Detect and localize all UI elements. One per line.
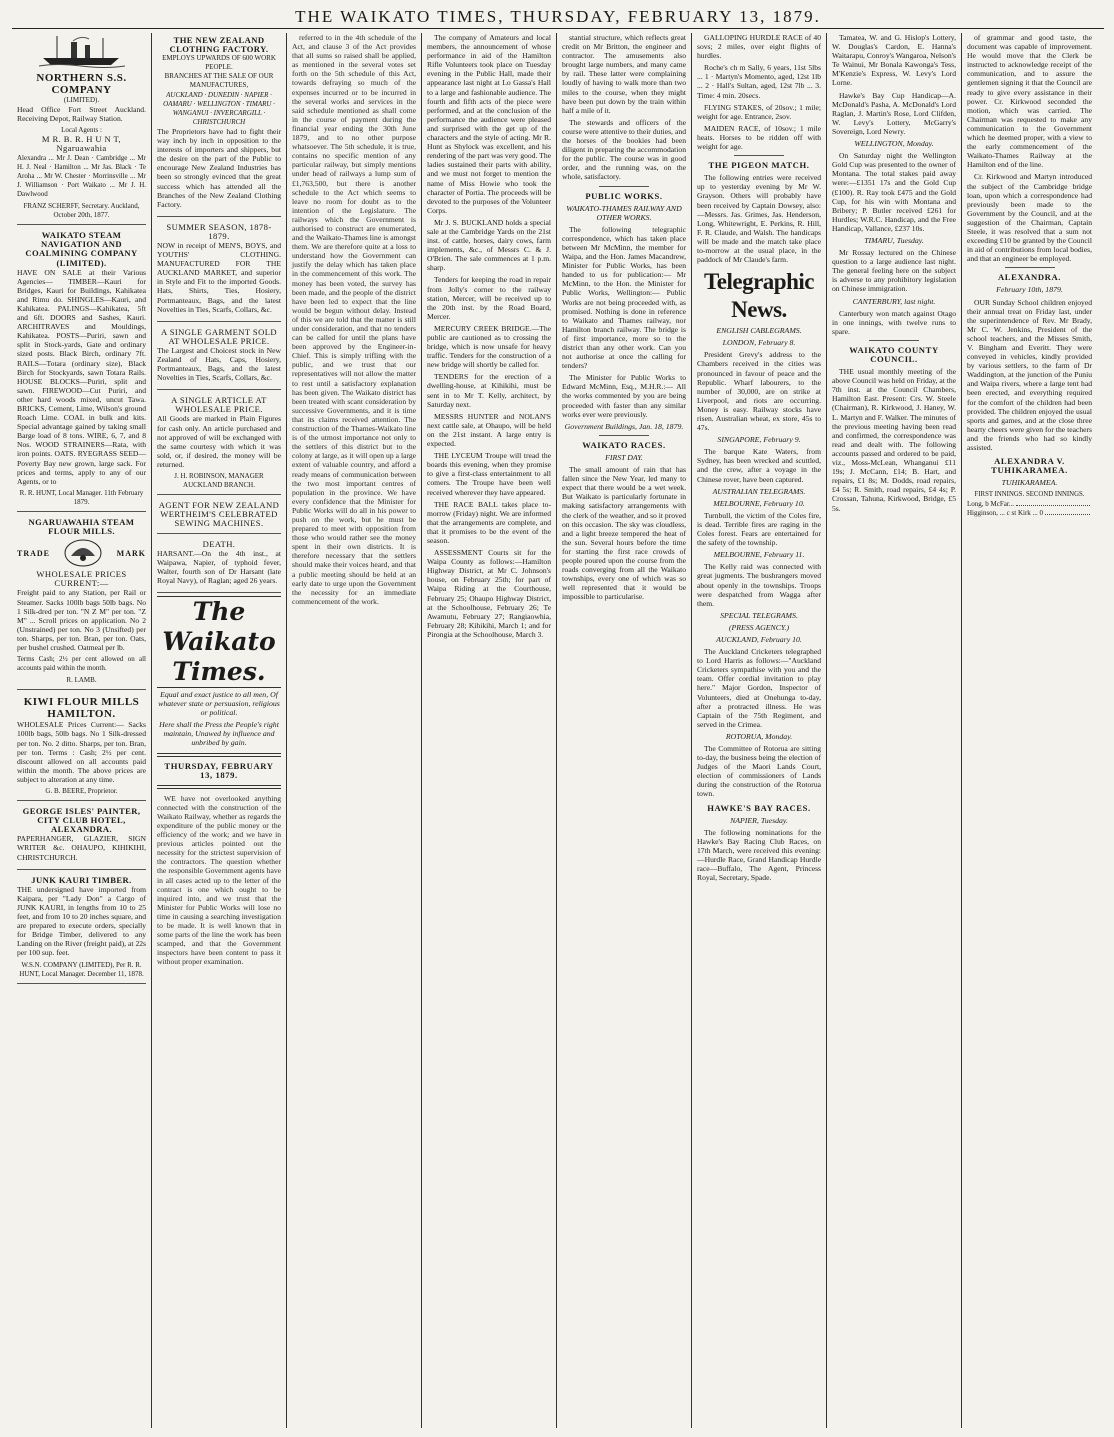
local-item: ASSESSMENT Courts sit for the Waipa County as follows:—Hamilton Highway District, at Mr C. Johnson's house, on February 25th; for part of Waipa Riding at the Courthouse, February 25; Ohaupo Highway District, at the Schoolhouse, February 26; Te Awamutu, February 27; Rangiaowhia, February 28; Kihikihi, March 1; and for Pirongia at the Schoolhouse, March 3. bbox=[427, 548, 551, 639]
cricket-score-text: Long, b McFar... bbox=[967, 499, 1015, 508]
dateline-melbourne-2: MELBOURNE, February 11. bbox=[713, 550, 805, 560]
column-5 bbox=[557, 33, 692, 1428]
ad-agents-heading: Local Agents : bbox=[61, 126, 102, 135]
telegram-body: Tamatea, W. and G. Hislop's Lottery, W. Douglas's Cardon, E. Hanna's Waitarapu, Conroy's Wangaroa, Nelson's Te Wainui, Mr Bonala Kawonga's Tess, M'Kenzie's Express, W. Levy's Lord Lorne. bbox=[832, 33, 956, 88]
ad-body: THE undersigned have imported from Kaipara, per "Lady Don" a Cargo of JUNK KAURI, in lengths from 10 to 25 feet, and from 10 to 20 inches square, and are prepared to execute orders, specially for Bridge Timber, delivered to any Landing on the River (freight paid), at 22s per 100 sup. feet. bbox=[17, 884, 146, 958]
death-body: HARSANT.—On the 4th inst., at Waipawa, Napier, of typhoid fever, Walter, fourth son of Dr Harsant (late Royal Navy), of Raglan; aged 26 years. bbox=[157, 548, 281, 585]
section-subtitle: WAIKATO-THAMES RAILWAY AND OTHER WORKS. bbox=[566, 203, 682, 222]
ad-body: HAVE ON SALE at their Various Agencies— TIMBER—Kauri for Bridges, Kauri for Buildings, Kahikatea and Rimu do. SHINGLES—Kauri, and Kahikatea. PALINGS—Kahikatea, 5ft and 6ft. DOORS and Sashes, Kauri. ARCHITRAVES and Mouldings, Kahikatea. POSTS—Puriri, sawn and split in Stock-yards, Gate and ordinary sized posts. Black Birch, ordinary 7ft. RAILS—Totara (ordinary size), Black Birch for Stockyards, sawn Totara Rails. HOUSE BLOCKS—Puriri, split and sawn. FIREWOOD—Cut Puriri, and other hard woods mixed, uncut Tawa. BRICKS, Cement, Lime, Wilson's ground Roach Lime. COAL in bulk and kits. Special advantage gained by taking small Barge load of 8 tons. WIRE, 6, 7, and 8 Nos. WOOD STRAINERS—Rata, with iron points. OATS. RYEGRASS SEED—Poverty Bay new grown, large sack. For prices and terms, apply to any of our Agents, or to bbox=[17, 267, 146, 486]
leading-article: WE have not overlooked anything connected with the construction of the Waikato Railway, whether as regards the expenditure of the public money or the efficiency of the work; and we have in previous articles pointed out the necessity for the strictest supervision of the contractors. The question whether the responsible Government agents have in all cases acted up to the letter of the contract is one which ought to be inquired into, and we trust that the Minister for Public Works will lose no time in causing a searching investigation to be made. It is well known that in some parts of the line the work has been scamped, and that the Government inspectors have been content to pass it without proper examination. bbox=[157, 793, 281, 967]
race-heading: GALLOPING HURDLE RACE of 40 sovs; 2 miles, over eight flights of hurdles. bbox=[697, 33, 821, 61]
cricket-team: TUHIKARAMEA. bbox=[1001, 478, 1058, 488]
death-title: DEATH. bbox=[202, 538, 236, 549]
section-title-pigeon: THE PIGEON MATCH. bbox=[708, 160, 810, 171]
ad-clothing-factory bbox=[157, 33, 281, 217]
ad-signature: W.S.N. COMPANY (LIMITED), Per R. R. HUNT, Local Manager. December 11, 1878. bbox=[19, 960, 144, 978]
article-body: Cr. Kirkwood and Martyn introduced the subject of the Cambridge bridge loan, upon which a correspondence had previously been made to the Government by the Council, and at the suggestion of the Chairman, Captain Steele, it was resolved that a sum not exceeding £10 be granted by the Council in aid of contributions from local bodies, and that an engineer be employed. bbox=[967, 172, 1092, 264]
column-2 bbox=[152, 33, 287, 1428]
section-divider bbox=[734, 155, 784, 156]
press-agency: (PRESS AGENCY.) bbox=[728, 622, 790, 632]
ad-title: SUMMER SEASON, 1878-1879. bbox=[166, 221, 272, 241]
ad-subtitle: EMPLOYS UPWARDS OF 600 WORK PEOPLE. bbox=[162, 54, 276, 72]
local-item: MERCURY CREEK BRIDGE.—The public are cautioned as to crossing the bridge, which is now unsafe for heavy traffic. Tenders for the construction of a new bridge will shortly be called for. bbox=[427, 323, 551, 370]
ad-single-garment bbox=[157, 325, 281, 391]
motto: Equal and exact justice to all men, Of whatever state or persuasion, religious or political. bbox=[158, 689, 280, 718]
ad-title: NGARUAWAHIA STEAM FLOUR MILLS. bbox=[28, 517, 135, 537]
cricket-score-row bbox=[967, 509, 1092, 518]
ad-title: NORTHERN S.S. COMPANY bbox=[36, 72, 127, 96]
local-item: THE LYCEUM Troupe will tread the boards this evening, when they promise to give a first-class entertainment to all comers. The Troupe have been well received wherever they have appeared. bbox=[427, 451, 551, 497]
column-4 bbox=[422, 33, 557, 1428]
masthead: THE WAIKATO TIMES, THURSDAY, FEBRUARY 13, 1879. bbox=[295, 7, 821, 26]
ad-waikato-steam bbox=[17, 228, 146, 512]
section-divider bbox=[599, 435, 649, 436]
dateline-rule bbox=[157, 785, 281, 789]
dateline-canterbury: CANTERBURY, last night. bbox=[852, 296, 936, 306]
article-body: The small amount of rain that has fallen since the New Year, led many to expect that there would be a wet week. But Waikato is particularly fortunate in making satisfactory arrangements with the clerk of the weather, and so it proved on this occasion. The sky was cloudless, and a light breeze tempered the heat of the sun. Several hours before the time for starting the first race crowds of people poured upon the course from the roads converging from all the Waikato townships, every one of which was so well represented that it would be impossible to particularise. bbox=[562, 465, 686, 602]
ad-signature: J. H. ROBINSON, MANAGER AUCKLAND BRANCH. bbox=[174, 472, 264, 490]
telegram-body: Turnbull, the victim of the Coles fire, is dead. Terrible fires are raging in the Coles forest. Fears are entertained for the safety of the township. bbox=[697, 510, 821, 548]
ad-price-heading: WHOLESALE PRICES CURRENT:— bbox=[36, 569, 127, 589]
section-title-county-council: WAIKATO COUNTY COUNCIL. bbox=[849, 344, 939, 364]
ad-signature: R. LAMB. bbox=[66, 676, 97, 685]
article-body: of grammar and good taste, the document was capable of improvement. He would move that the Clerk be instructed to acknowledge receipt of the communication, and to assure the gentlemen signing it that the Council are ready to give every assistance in their power. Cr. Kirkwood seconded the motion, which was carried. The Chairman was requested to make any communication to the Government which he deemed proper, with a view to the early commencement of the Waikato-Thames Railway at the Hamilton end of the line. bbox=[967, 33, 1092, 170]
ad-body: The Proprietors have had to fight their way inch by inch in opposition to the interests of importers and shippers, but the desire on the part of the Public to encourage New Zealand Industries has been so strongly evinced that the great success which has attended all the Branches of the New Zealand Clothing Factory. bbox=[157, 126, 281, 209]
article-body: The stewards and officers of the course were attentive to their duties, and the horses of the bookies had been diligent in preparing the accommodation for the public. The course was in good order, and the running was, on the whole, satisfactory. bbox=[562, 117, 686, 182]
columns bbox=[12, 33, 1104, 1428]
column-7 bbox=[827, 33, 962, 1428]
dateline-napier: NAPIER, Tuesday. bbox=[730, 815, 788, 825]
ad-title: GEORGE ISLES' PAINTER, CITY CLUB HOTEL, ALEXANDRA. bbox=[22, 806, 141, 835]
local-item: Mr J. S. BUCKLAND holds a special sale at the Cambridge Yards on the 21st inst. of cattle, horses, dairy cows, farm implements, &c., of Messrs C. & J. O'Brien. The sale commences at 1 p.m. sharp. bbox=[427, 217, 551, 273]
ad-painter bbox=[17, 804, 146, 870]
dateline-melbourne: MELBOURNE, February 10. bbox=[713, 498, 805, 508]
ad-terms: Terms Cash; 2½ per cent allowed on all accounts paid within the month. bbox=[17, 655, 146, 673]
local-item: The company of Amateurs and local members, the announcement of whose performance in aid of the Hamilton Rifle Volunteers took place on Tuesday evening in the Public Hall, made their appearance last night at Lo Gassa's Hall to a large and fashionable audience. The fourth and fifth acts of the piece were performed, and at the conclusion of the performance the audience were pleased and surprised with the get up of the characters and the style of acting. Mr R. Hunt as Shylock was excellent, and his rendering of the part was very good. The ladies sustained their parts with ability, and we must not forget to mention the name of Miss Howie who took the character of Portia. The proceeds will be devoted to the purposes of the Volunteer Corps. bbox=[427, 33, 551, 215]
telegram-body: The Kelly raid was connected with great jugments. The bushrangers moved about openly in the townships. Troops were despatched from Wagga after them. bbox=[697, 562, 821, 608]
dateline-london: LONDON, February 8. bbox=[722, 338, 796, 348]
ad-signature: G. B. BEERE, Proprietor. bbox=[45, 787, 118, 795]
death-notice bbox=[157, 537, 281, 593]
race-results: Roche's ch m Sally, 6 years, 11st 5lbs ... 1 · Martyn's Momento, aged, 12st 1lb ... 2 · Hall's Sultan, aged, 12st 7lb ... 3. Time: 4 min. 20secs. bbox=[697, 63, 821, 100]
trade-label: TRADE bbox=[17, 548, 51, 558]
ad-kiwi-mills bbox=[17, 693, 146, 801]
ad-flour-mills bbox=[17, 515, 146, 690]
telegram-body: The following nominations for the Hawke's Bay Racing Club Races, on 17th March, were received this evening:—Hurdle Race, Grand Handicap Hurdle race—Buffalo, The Agent, Princess Royal, Secretary, Spade. bbox=[697, 827, 821, 883]
section-divider bbox=[599, 186, 649, 187]
section-divider bbox=[869, 340, 919, 341]
local-item: THE RACE BALL takes place to-morrow (Friday) night. We are informed that the arrangements are complete, and that it promises to be the event of the season. bbox=[427, 499, 551, 545]
dateline-auckland: AUCKLAND, February 10. bbox=[716, 634, 802, 644]
local-item: Tenders for keeping the road in repair from Jolly's corner to the railway station, Mercer, will be received up to the 20th inst. by the Road Board, Mercer. bbox=[427, 275, 551, 321]
dateline-singapore: SINGAPORE, February 9. bbox=[717, 435, 801, 445]
ad-signature: R. R. HUNT, Local Manager. 11th February 1879. bbox=[19, 488, 144, 506]
ad-junk-kauri bbox=[17, 873, 146, 984]
ad-body: NOW in receipt of MEN'S, BOYS, and YOUTHS' CLOTHING. MANUFACTURED FOR THE AUCKLAND MARKET, and superior in Style and Fit to the imported Goods. Hats, Shirts, Ties, Hosiery, Portmanteaux, Bags, and the latest Novelties in Ties, Scarfs, Collars, &c. bbox=[157, 240, 281, 314]
ad-body: Head Office Fort Street Auckland. Receiving Depot, Railway Station. bbox=[17, 105, 146, 124]
ad-subtitle: (LIMITED). bbox=[63, 96, 100, 104]
telegram-body: The Committee of Rotorua are sitting to-day, the business being the election of Judges of the Maori Lands Court, election of commissioners of Lands during the construction of the Rotorua town. bbox=[697, 744, 821, 799]
leader-dots bbox=[1045, 509, 1090, 515]
race-heading: MAIDEN RACE, of 10sov.; 1 mile heats. Horses to be ridden off with weight for age. bbox=[697, 123, 821, 152]
masthead-rule bbox=[12, 28, 1104, 29]
telegram-body: On Saturday night the Wellington Gold Cup was presented to the owner of Montana. The total stakes paid away were:—£1351 17s and the Gold Cup (£100). R. Ray took £475 and the Gold Cup, for his win with Montana and Bribery; P. Butler received £261 for Hurdles; W.R.C. Handicap, and the Free Handicap, Vallance, £237 10s. bbox=[832, 151, 956, 233]
column-3 bbox=[287, 33, 422, 1428]
nameplate: The Waikato Times. bbox=[157, 596, 281, 688]
race-heading: FLYING STAKES, of 20sov.; 1 mile; weight for age. Entrance, 2sov. bbox=[697, 102, 821, 121]
ad-sewing-machines bbox=[157, 498, 281, 533]
cricket-score-row bbox=[967, 500, 1092, 509]
section-subtitle: SPECIAL TELEGRAMS. bbox=[720, 610, 798, 620]
dateline-timaru: TIMARU, Tuesday. bbox=[864, 235, 924, 245]
cricket-score-text: Higginson, ... c st Kirk ... 0 bbox=[967, 508, 1044, 517]
ad-body: PAPERHANGER, GLAZIER, SIGN WRITER &c. OHAUPO, KIHIKIHI, CHRISTCHURCH. bbox=[17, 834, 146, 862]
section-title-hawkes-bay: HAWKE'S BAY RACES. bbox=[707, 802, 811, 813]
article-body: The following entries were received up to yesterday evening by Mr W. Grayson. Others will probably have been received by Captain Dowsey, also:—Messrs. Jas. Grimes, Jas. Henderson, Long, Whitewright, E. Perkins, R. Hill, F. R. Claude, and Walsh. The handicaps will be made and the match take place to-morrow at the usual place, in the paddock of Mr Claude's farm. bbox=[697, 173, 821, 265]
article-body: OUR Sunday School children enjoyed their annual treat on Friday last, under the superintendence of Rev. Mr Brady, Mr C. W. Jenkins, President of the school teachers, and the Misses Smith, V. Bingham and Everitt. They were conveyed in vehicles, kindly provided by various settlers, to the farm of Dr Waddington, at the junction of the Puniu and Waipa rivers, where a large tent had been erected, and everything required for the comfort of the children had been provided. The children enjoyed the usual sports and games, and at the close three hearty cheers were given for the teachers and the friends who had so kindly assisted. bbox=[967, 297, 1092, 453]
ad-body: Freight paid to any Station, per Rail or Steamer. Sacks 100lb bags 50lb bags. No 1 Silk-dred per ton. "N Z M" per ton. "Z M" ... Scroll prices on application. No 2 (Unstrained) per ton. No 3 (Unsifted) per ton. Sharps, per ton. Bran, per ton. Oats, per bushel crushed. Oatmeal per lb. bbox=[17, 588, 146, 652]
section-subtitle: FIRST DAY. bbox=[605, 452, 643, 462]
telegram-body: Canterbury won match against Otago in one innings, with twelve runs to spare. bbox=[832, 308, 956, 336]
telegram-body: Hawke's Bay Cup Handicap—A. McDonald's Pasha, A. McDonald's Lord Raglan, J. Martin's Rose, Lord Clifden, W. Levy's Lottery, McGarry's Sovereign, Lord Newry. bbox=[832, 90, 956, 136]
column-8 bbox=[962, 33, 1097, 1428]
dateline-alexandra: February 10th, 1879. bbox=[996, 285, 1063, 295]
article-signature: Government Buildings, Jan. 18, 1879. bbox=[564, 421, 684, 431]
trade-mark bbox=[17, 536, 146, 570]
ad-agents-list: Alexandra ... Mr J. Dean · Cambridge ... Mr H. J. Neal · Hamilton ... Mr Jas. Black · Te Aroha ... Mr W. Chester · Morrinsville ... Mr J. Williamson · Port Waikato ... Mr J. H. Dawlwood bbox=[17, 153, 146, 198]
ad-body: All Goods are marked in Plain Figures for cash only. An article purchased and not approved of will be exchanged with the same courtesy with which it was sold, or, if desired, the money will be returned. bbox=[157, 414, 281, 469]
telegram-body: The barque Kate Waters, from Sydney, has been wrecked and scuttled, and the crew, after a voyage in the Chinese rover, have been captured. bbox=[697, 447, 821, 484]
section-subtitle: AUSTRALIAN TELEGRAMS. bbox=[712, 486, 806, 496]
telegram-body: The Auckland Cricketers telegraphed to Lord Harris as follows:—"Auckland Cricketers sympathise with you and the team. Offer cordial invitation to play here." Major Gordon, Inspector of Volunteers, died at Onehunga to-day, after a protracted illness. He was Captain of the 75th Regiment, and served in the Crimea. bbox=[697, 647, 821, 729]
trade-mark-emblem bbox=[63, 538, 103, 568]
ad-single-article bbox=[157, 393, 281, 495]
leader-dots bbox=[1016, 500, 1090, 506]
section-title-alexandra: ALEXANDRA. bbox=[997, 272, 1062, 283]
ad-title: AGENT FOR NEW ZEALAND WERTHEIM'S CELEBRATED SEWING MACHINES. bbox=[158, 500, 280, 529]
ad-northern-ss bbox=[17, 69, 146, 225]
ad-body: WHOLESALE Prices Current:— Sacks 100lb bags, 50lb bags. No 1 Silk-dressed per ton. No. 2 ditto. Sharps, per ton. Bran, per ton. Terms : Cash; 2½ per cent. discount allowed on all accounts paid within the month. The above prices are subject to alteration at any time. bbox=[17, 720, 146, 784]
ad-title: KIWI FLOUR MILLS HAMILTON. bbox=[23, 696, 140, 721]
dateline: THURSDAY, FEBRUARY 13, 1879. bbox=[164, 760, 274, 780]
dateline-wellington: WELLINGTON, Monday. bbox=[854, 139, 934, 149]
telegram-body: President Grevy's address to the Chambers received in the cities was pronounced in favour of peace and the Republic. Wharf labourers, to the number of 30,000, are on strike at Liverpool, and riots are occurring. Money is easy. Railway stocks have risen. Australian wheat, ex store, 45s to 47s. bbox=[697, 350, 821, 433]
ad-agent-main: M R. B. R. H U N T, Ngaruawahia bbox=[41, 134, 122, 154]
article-body: The following telegraphic correspondence, which has taken place between Mr McMinn, the member for Waipa, and the Hon. James Macandrew, Minister for Public Works, has been handed to us for publication:— Mr McMinn, to the Hon. the Minister for Public Works, Wellington:— Public Works are not being proceeded with, as promised. Nothing is done in reference to Waikato and Thames railway, nor Hamilton branch railway. The bridge is of first importance, more so to the district than any other work. Can you not authorise at once the calling for tenders? bbox=[562, 224, 686, 371]
article-body: stantial structure, which reflects great credit on Mr Britton, the engineer and contractor. The amusements also brought large numbers, and many came by rail. These latter were complaining loudly of having to walk more than two miles to the course, when they might have been put down by the train within half a mile of it. bbox=[562, 33, 686, 115]
steamship-icon bbox=[17, 33, 146, 69]
cricket-match-title: ALEXANDRA V. TUHIKARAMEA. bbox=[991, 456, 1068, 476]
section-divider bbox=[1005, 267, 1055, 268]
ad-signature: FRANZ SCHERFF, Secretary. Auckland, October 20th, 1877. bbox=[23, 202, 140, 220]
article-body: THE usual monthly meeting of the above Council was held on Friday, at the 7th inst. at the Council Chambers, Hamilton East. Present: Crs. W. Steele (Chairman), R. Kirkwood, J. Haney, W. L. Martyn and F. Walker. The minutes of the previous meeting having been read and confirmed, the correspondence was read and dealt with. The following accounts passed and ordered to be paid, viz., Moss-McLean, Whanganui £11 19s; J. McCann, £14; B. Hart, and repairs, £1 8s; M. Dodds, road repairs, £4 5s; R. Smith, road repairs, £4 4s; P. Crossan, Tahuna, Kirkwood, Bridge, £5 5s. bbox=[832, 367, 956, 513]
ad-towns: AUCKLAND · DUNEDIN · NAPIER · OAMARU · WELLINGTON · TIMARU · WANGANUI · INVERCARGILL · CHRISTCHURCH bbox=[163, 90, 275, 126]
ad-title: A SINGLE ARTICLE AT WHOLESALE PRICE. bbox=[171, 395, 267, 415]
article-body: The Minister for Public Works to Edward McMinn, Esq., M.H.R.:— All the works commented by you are being proceeded with faster than any similar works ever were previously. bbox=[562, 373, 686, 419]
ad-title: WAIKATO STEAM NAVIGATION AND COALMINING COMPANY (LIMITED). bbox=[25, 230, 138, 268]
ad-title: A SINGLE GARMENT SOLD AT WHOLESALE PRICE. bbox=[161, 326, 277, 346]
ad-title: THE NEW ZEALAND CLOTHING FACTORY. bbox=[169, 35, 269, 55]
section-subtitle: ENGLISH CABLEGRAMS. bbox=[716, 326, 802, 336]
mark-label: MARK bbox=[116, 548, 146, 558]
ad-summer-season bbox=[157, 220, 281, 322]
dateline-rule bbox=[157, 753, 281, 757]
column-6 bbox=[692, 33, 827, 1428]
telegram-body: Mr Rossay lectured on the Chinese question to a large audience last night. The general feeling here on the subject is adverse to any prohibitory legislation on Chinese immigration. bbox=[832, 248, 956, 294]
section-title-races: WAIKATO RACES. bbox=[582, 439, 666, 450]
section-title-public-works: PUBLIC WORKS. bbox=[585, 190, 663, 201]
dateline-rotorua: ROTORUA, Monday. bbox=[725, 731, 793, 741]
local-item: TENDERS for the erection of a dwelling-house, at Kihikihi, must be sent in to Mr T. Kelly, architect, by Saturday next. bbox=[427, 372, 551, 409]
ad-body: The Largest and Choicest stock in New Zealand of Hats, Caps, Hosiery, Portmanteaux, Bags, and the latest Novelties in Ties, Scarfs, Collars, &c. bbox=[157, 345, 281, 383]
local-item: MESSRS HUNTER and NOLAN'S next cattle sale, at Ohaupo, will be held on the 21st instant. A large entry is expected. bbox=[427, 411, 551, 449]
ad-title: JUNK KAURI TIMBER. bbox=[31, 874, 132, 885]
ad-desc: BRANCHES AT THE SALE OF OUR MANUFACTURES, bbox=[164, 72, 274, 90]
telegraphic-news-heading: Telegraphic News. bbox=[704, 269, 814, 323]
leading-article-continued: referred to in the 4th schedule of the Act, and clause 3 of the Act provides that all sums so raised shall be applied, as mentioned in the several votes set forth on the 5th schedule of this Act, towards defraying so much of the expenses incurred or to be incurred in the several works and services in the said schedule mentioned as shall come in the course of payment during the financial year ending the 30th June 1879, and to no other purpose whatsoever. The 5th schedule, it is true, contains no specific mention of any particular railway, but simply mentions under head of railways a lump sum of £1,763,500, but there is another schedule to the Act which seems to leave no room for doubt as to the intention of the Legislature. The railways which the Government is authorised to construct are enumerated, and the Waikato-Thames line is amongst them. We are therefore quite at a loss to understand how the Government can justify the delay which has taken place in the commencement of this work. The money has been voted, the survey has been made, and the people of the district have been led to expect that the line would be begun without delay. Instead of this we are told that the matter is still under consideration, and that no tenders can be called for until the plans have been approved by the Engineer-in-Chief. This is simply trifling with the public, and we trust that our representatives will not allow the matter to rest until a satisfactory explanation has been given. The Waikato district has been treated with scant consideration by successive Governments, and it is time that its claims received attention. The construction of the Thames-Waikato line is of the utmost importance not only to the settlers of this district but to the colony at large, as it will open up a large extent of valuable country, and afford a ready means of communication between the two most important centres of population in the province. We have every confidence that the Minister for Public Works will do all in his power to push on the work, but he must be prepared to meet with opposition from those who would rather see the money spent in their own districts. It is therefore necessary that the settlers should make their voices heard, and that a public meeting should be held at an early date to urge upon the Government the necessity for an immediate commencement of the work. bbox=[292, 33, 416, 606]
cricket-innings-header: FIRST INNINGS. SECOND INNINGS. bbox=[974, 491, 1085, 499]
motto-2: Here shall the Press the People's right maintain, Unawed by influence and unbribed by gain. bbox=[159, 720, 279, 748]
column-1 bbox=[12, 33, 152, 1428]
